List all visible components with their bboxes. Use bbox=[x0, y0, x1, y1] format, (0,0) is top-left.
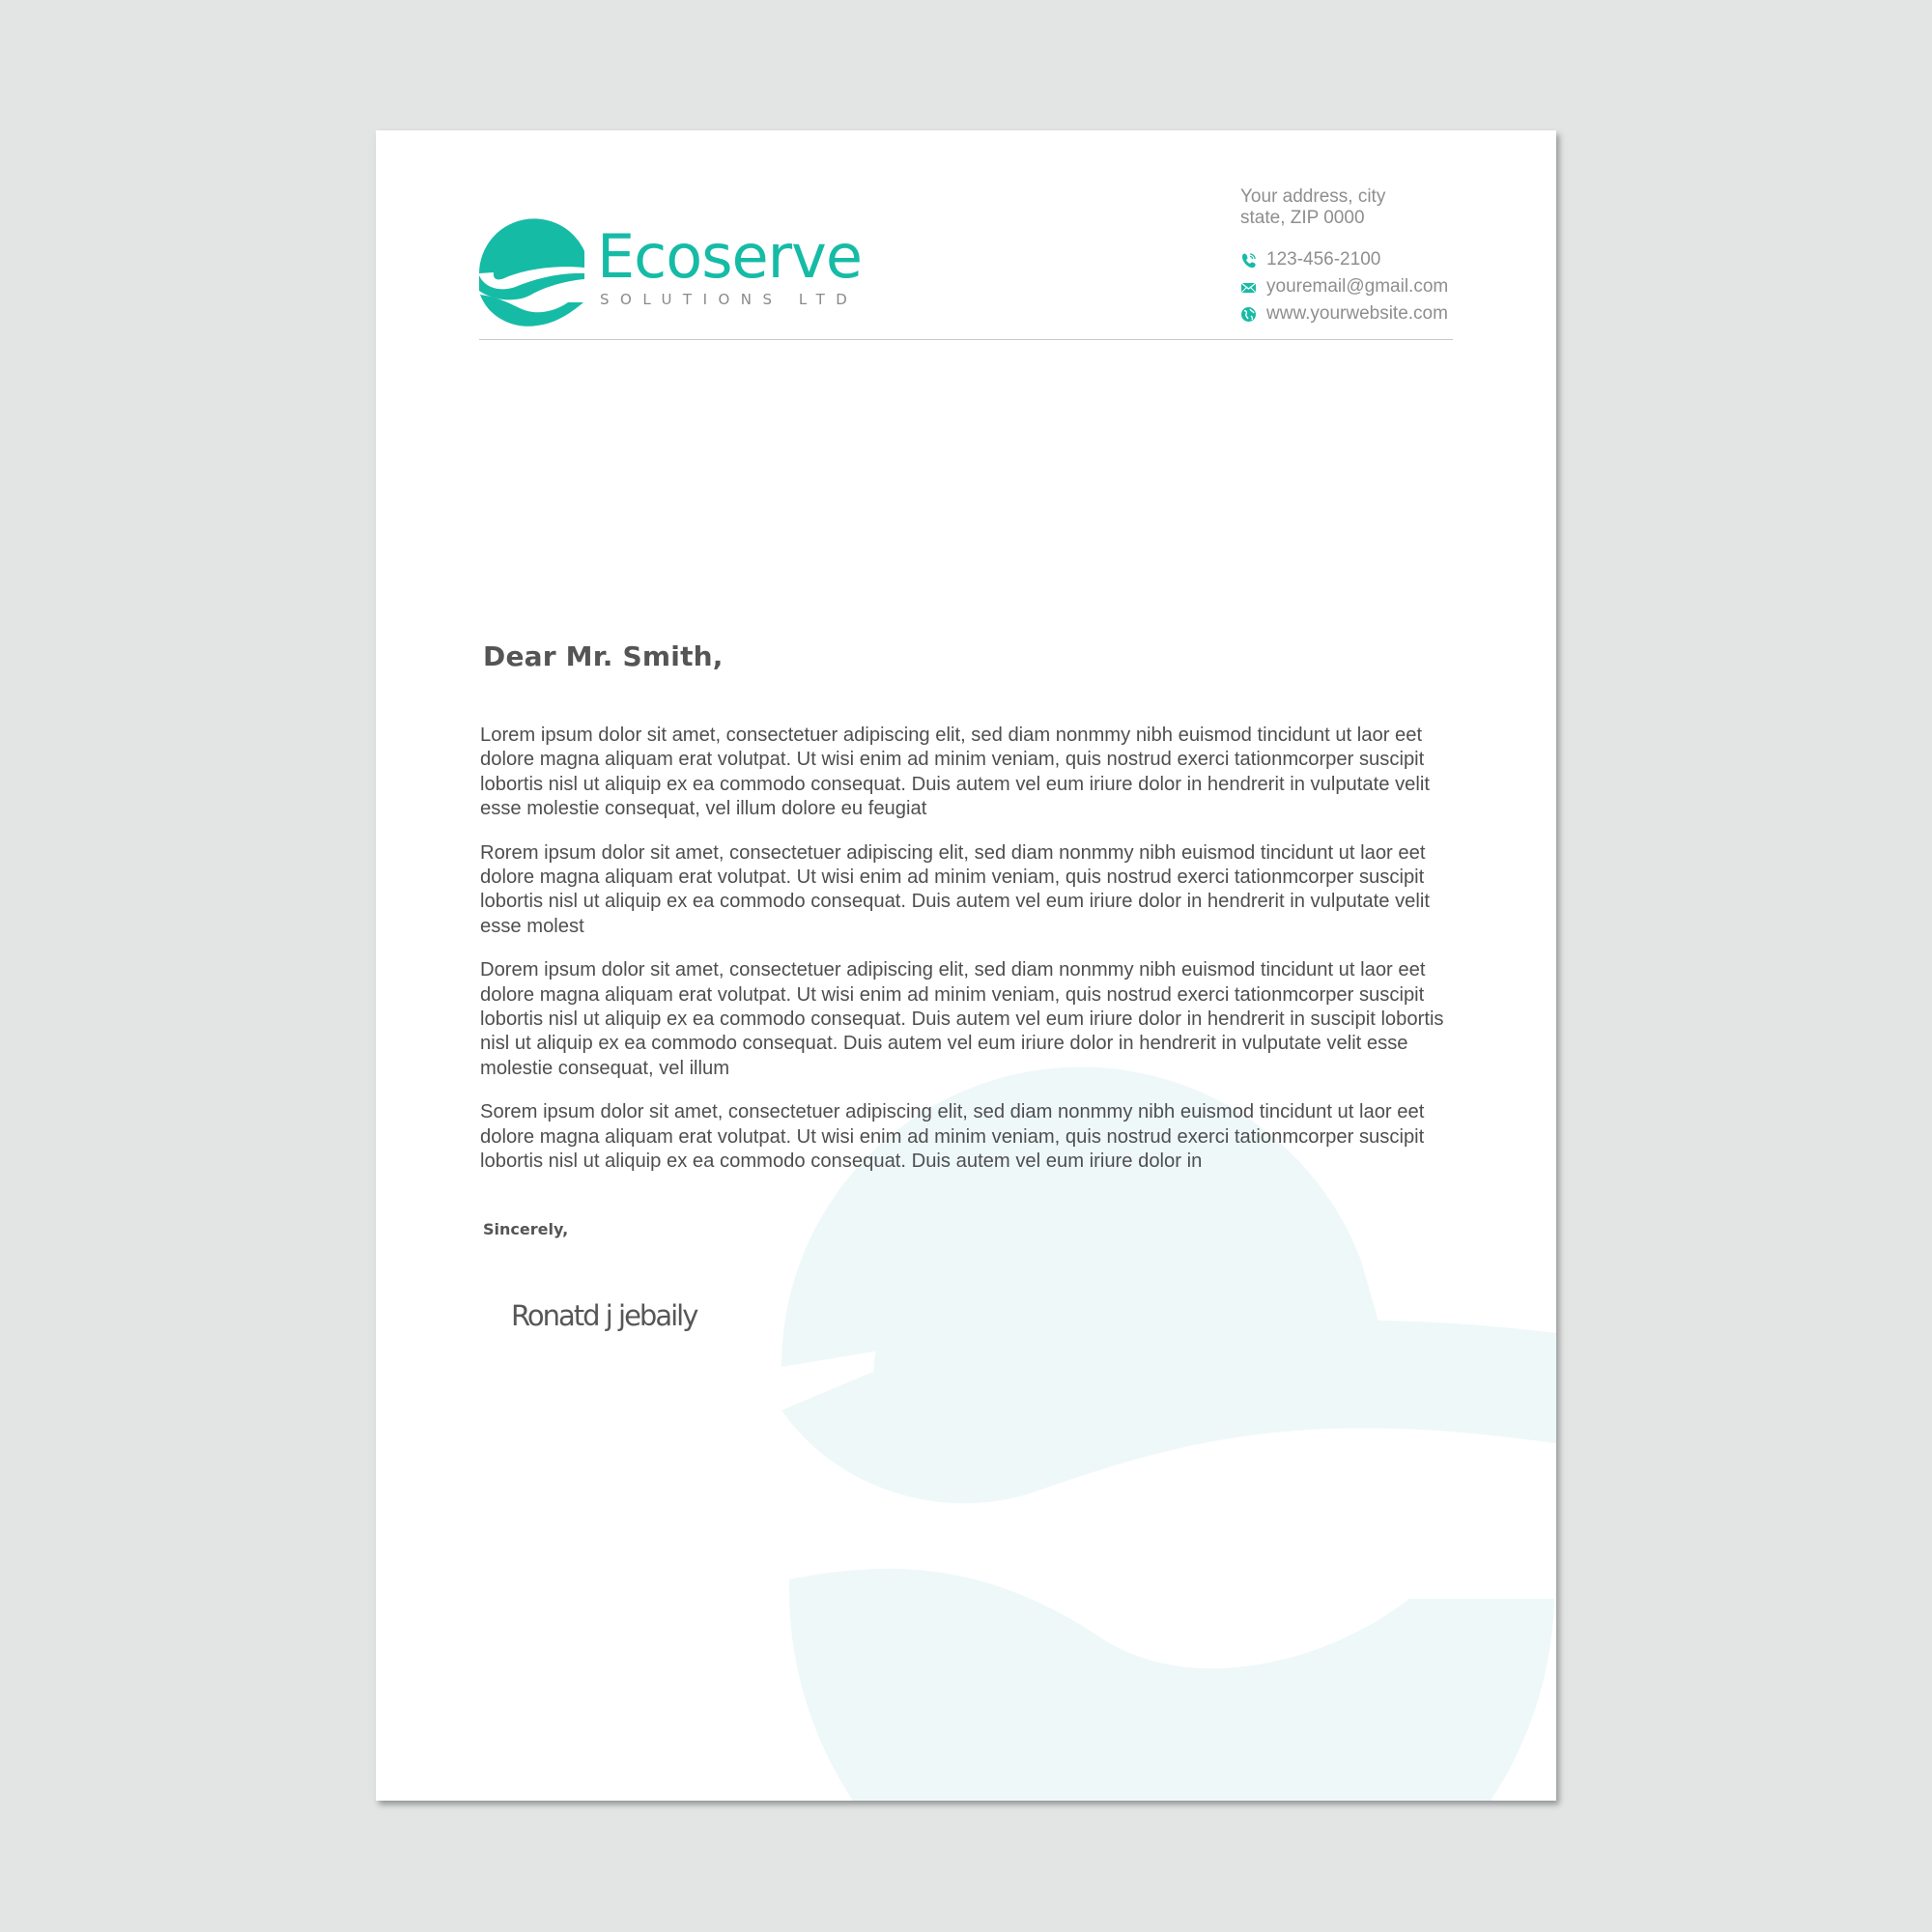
phone-icon bbox=[1240, 252, 1257, 269]
signature: Ronatd j jebaily bbox=[511, 1299, 697, 1332]
phone-number[interactable]: 123-456-2100 bbox=[1266, 249, 1381, 270]
ecoserve-e-logo-icon bbox=[477, 217, 588, 328]
letterhead-page bbox=[376, 130, 1556, 1801]
address-line-1: Your address, city bbox=[1240, 186, 1386, 207]
envelope-icon bbox=[1240, 279, 1257, 296]
contact-email bbox=[1240, 273, 1448, 300]
email-address[interactable]: youremail@gmail.com bbox=[1266, 276, 1449, 297]
salutation: Dear Mr. Smith, bbox=[483, 640, 724, 672]
body-paragraph: Dorem ipsum dolor sit amet, consectetuer adipiscing elit, sed diam nonmmy nibh euismod tincidunt ut laor eet dolore magna aliquam erat volutpat. Ut wisi enim ad minim veniam, quis nostrud exerci tationmcorper suscipit lobortis nisl ut aliquip ex ea commodo consequat. Duis autem vel eum iriure dolor in hendrerit in suscipit lobortis nisl ut aliquip ex ea commodo consequat. Duis autem vel eum iriure dolor in hendrerit in vulputate velit esse molestie consequat, vel illum bbox=[480, 959, 1444, 1079]
header-divider bbox=[479, 339, 1453, 340]
letter-body bbox=[480, 724, 1456, 1194]
globe-icon bbox=[1240, 306, 1257, 323]
address-line-2: state, ZIP 0000 bbox=[1240, 208, 1365, 228]
website-url[interactable]: www.yourwebsite.com bbox=[1266, 303, 1448, 324]
body-paragraph: Sorem ipsum dolor sit amet, consectetuer adipiscing elit, sed diam nonmmy nibh euismod tincidunt ut laor eet dolore magna aliquam erat volutpat. Ut wisi enim ad minim veniam, quis nostrud exerci tationmcorper suscipit lobortis nisl ut aliquip ex ea commodo consequat. Duis autem vel eum iriure dolor in bbox=[480, 1101, 1425, 1172]
body-paragraph: Rorem ipsum dolor sit amet, consectetuer adipiscing elit, sed diam nonmmy nibh euismod tincidunt ut laor eet dolore magna aliquam erat volutpat. Ut wisi enim ad minim veniam, quis nostrud exerci tationmcorper suscipit lobortis nisl ut aliquip ex ea commodo consequat. Duis autem vel eum iriure dolor in hendrerit in vulputate velit esse molest bbox=[480, 841, 1430, 937]
closing: Sincerely, bbox=[483, 1220, 569, 1238]
company-name: Ecoserve bbox=[597, 221, 862, 292]
body-paragraph: Lorem ipsum dolor sit amet, consectetuer adipiscing elit, sed diam nonmmy nibh euismod tincidunt ut laor eet dolore magna aliquam erat volutpat. Ut wisi enim ad minim veniam, quis nostrud exerci tationmcorper suscipit lobortis nisl ut aliquip ex ea commodo consequat. Duis autem vel eum iriure dolor in hendrerit in vulputate velit esse molestie consequat, vel illum dolore eu feugiat bbox=[480, 724, 1430, 819]
contact-website bbox=[1240, 300, 1448, 327]
contact-phone bbox=[1240, 246, 1448, 273]
address bbox=[1240, 186, 1448, 229]
contact-block bbox=[1240, 186, 1448, 327]
company-tagline: SOLUTIONS LTD bbox=[600, 291, 859, 308]
company-logo bbox=[477, 217, 883, 333]
